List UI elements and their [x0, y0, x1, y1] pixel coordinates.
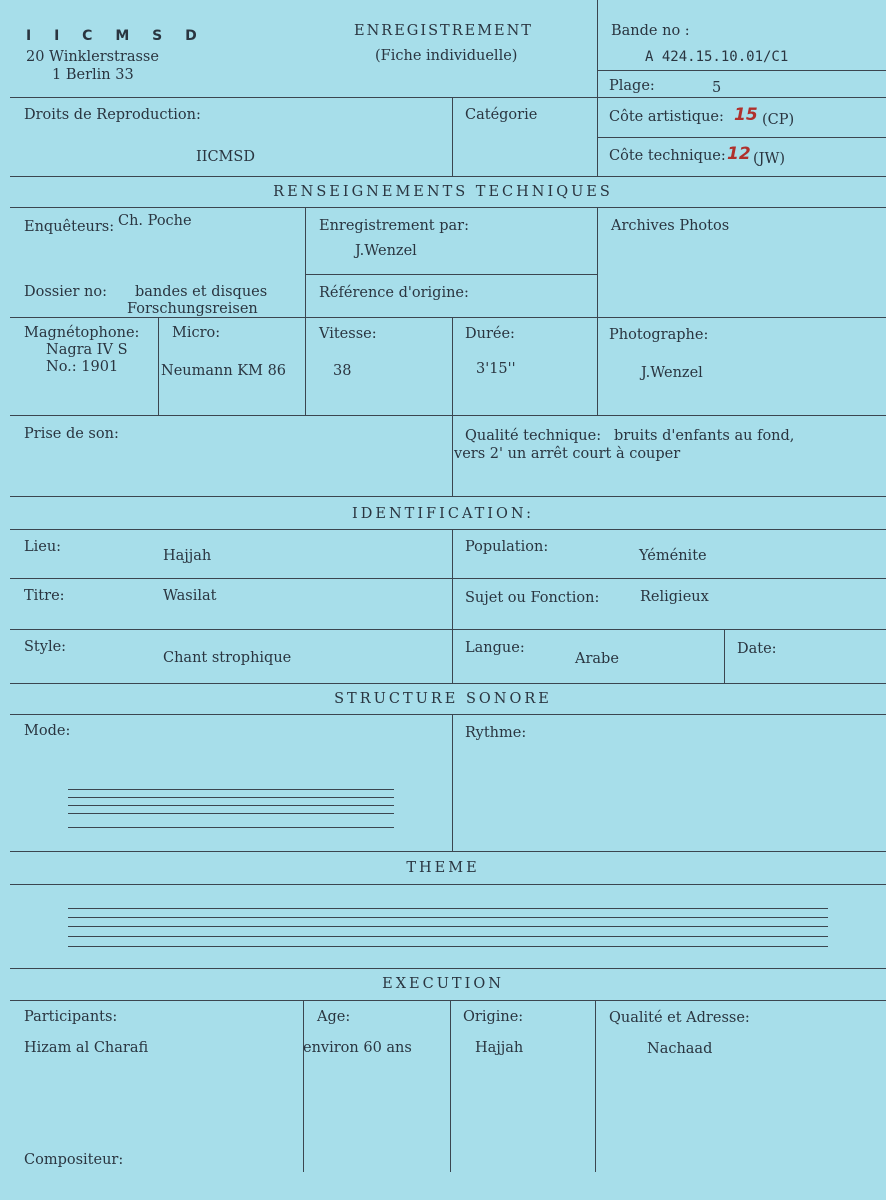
grid-line — [452, 529, 453, 683]
grid-line — [452, 97, 453, 176]
grid-line — [10, 578, 886, 579]
micro-value: Neumann KM 86 — [161, 363, 287, 379]
micro-label: Micro: — [172, 325, 221, 341]
style-value: Chant strophique — [163, 650, 292, 666]
grid-line — [597, 207, 598, 415]
cote-technique-suffix: (JW) — [753, 151, 786, 167]
droits-label: Droits de Reproduction: — [24, 107, 201, 123]
categorie-label: Catégorie — [465, 107, 538, 123]
form-title: ENREGISTREMENT — [354, 23, 533, 39]
org-logo: I I C M S D — [26, 28, 206, 44]
grid-line — [158, 317, 159, 415]
age-value: environ 60 ans — [303, 1040, 412, 1056]
dossier-label: Dossier no: — [24, 284, 107, 300]
plage-value: 5 — [712, 80, 722, 96]
section-title-identification: IDENTIFICATION: — [352, 506, 534, 522]
origine-value: Hajjah — [475, 1040, 524, 1056]
section-title-structure: STRUCTURE SONORE — [334, 691, 552, 707]
mode-label: Mode: — [24, 723, 71, 739]
vitesse-label: Vitesse: — [319, 326, 377, 342]
address-line-1: 20 Winklerstrasse — [26, 49, 159, 65]
ruled-line — [68, 797, 394, 798]
grid-line — [10, 968, 886, 969]
grid-line — [10, 1000, 886, 1001]
ruled-line — [68, 827, 394, 828]
grid-line — [450, 1000, 451, 1172]
grid-line — [10, 207, 886, 208]
titre-value: Wasilat — [163, 588, 217, 604]
grid-line — [10, 496, 886, 497]
qualite-adresse-label: Qualité et Adresse: — [609, 1010, 750, 1026]
cote-technique-label: Côte technique: — [609, 148, 726, 164]
duree-label: Durée: — [465, 326, 515, 342]
enqueteurs-label: Enquêteurs: — [24, 219, 115, 235]
magnetophone-number: No.: 1901 — [46, 359, 119, 375]
date-label: Date: — [737, 641, 777, 657]
langue-value: Arabe — [575, 651, 619, 667]
rythme-label: Rythme: — [465, 725, 527, 741]
duree-value: 3'15'' — [476, 361, 516, 377]
age-label: Age: — [317, 1009, 351, 1025]
qualite-adresse-value: Nachaad — [647, 1041, 713, 1057]
ruled-line — [68, 805, 394, 806]
style-label: Style: — [24, 639, 67, 655]
grid-line — [10, 529, 886, 530]
photographe-label: Photographe: — [609, 327, 709, 343]
grid-line — [595, 1000, 596, 1172]
sujet-value: Religieux — [640, 589, 709, 605]
population-label: Population: — [465, 539, 549, 555]
grid-line — [10, 97, 886, 98]
participants-label: Participants: — [24, 1009, 118, 1025]
titre-label: Titre: — [24, 588, 65, 604]
qualite-technique-value-1: bruits d'enfants au fond, — [614, 428, 795, 444]
plage-label: Plage: — [609, 78, 655, 94]
lieu-value: Hajjah — [163, 548, 212, 564]
bande-label: Bande no : — [611, 23, 690, 39]
cote-technique-value: 12 — [727, 144, 751, 164]
vitesse-value: 38 — [333, 363, 352, 379]
prise-de-son-label: Prise de son: — [24, 426, 119, 442]
grid-line — [597, 70, 886, 71]
section-title-theme: THEME — [406, 860, 480, 876]
dossier-value-2: Forschungsreisen — [127, 301, 258, 317]
ruled-line — [68, 936, 828, 937]
origine-label: Origine: — [463, 1009, 524, 1025]
bande-value: A 424.15.10.01/C1 — [645, 49, 789, 65]
lieu-label: Lieu: — [24, 539, 62, 555]
magnetophone-label: Magnétophone: — [24, 325, 140, 341]
magnetophone-model: Nagra IV S — [46, 342, 128, 358]
cote-artistique-label: Côte artistique: — [609, 109, 724, 125]
grid-line — [452, 714, 453, 851]
participants-value: Hizam al Charafi — [24, 1040, 149, 1056]
archives-photos-label: Archives Photos — [611, 218, 730, 234]
grid-line — [10, 629, 886, 630]
langue-label: Langue: — [465, 640, 525, 656]
grid-line — [452, 317, 453, 415]
grid-line — [724, 629, 725, 683]
ruled-line — [68, 946, 828, 947]
grid-line — [10, 714, 886, 715]
grid-line — [10, 415, 886, 416]
population-value: Yéménite — [639, 548, 707, 564]
ruled-line — [68, 789, 394, 790]
cote-artistique-value: 15 — [734, 105, 758, 125]
grid-line — [303, 1000, 304, 1172]
compositeur-label: Compositeur: — [24, 1152, 124, 1168]
grid-line — [305, 274, 597, 275]
grid-line — [10, 176, 886, 177]
section-title-technique: RENSEIGNEMENTS TECHNIQUES — [273, 184, 613, 200]
ruled-line — [68, 926, 828, 927]
enregistrement-par-label: Enregistrement par: — [319, 218, 469, 234]
dossier-value-1: bandes et disques — [135, 284, 268, 300]
ruled-line — [68, 917, 828, 918]
ruled-line — [68, 813, 394, 814]
grid-line — [305, 207, 306, 415]
ruled-line — [68, 908, 828, 909]
grid-line — [10, 851, 886, 852]
reference-origine-label: Référence d'origine: — [319, 285, 469, 301]
grid-line — [10, 884, 886, 885]
cote-artistique-suffix: (CP) — [762, 112, 795, 128]
enregistrement-par-value: J.Wenzel — [355, 243, 417, 259]
section-title-execution: EXECUTION — [382, 976, 504, 992]
address-line-2: 1 Berlin 33 — [52, 67, 134, 83]
droits-value: IICMSD — [196, 149, 255, 165]
grid-line — [597, 137, 886, 138]
grid-line — [10, 683, 886, 684]
grid-line — [597, 0, 598, 97]
grid-line — [452, 415, 453, 496]
qualite-technique-label: Qualité technique: — [465, 428, 602, 444]
form-subtitle: (Fiche individuelle) — [375, 48, 518, 64]
qualite-technique-value-2: vers 2' un arrêt court à couper — [454, 446, 681, 462]
photographe-value: J.Wenzel — [641, 365, 703, 381]
sujet-label: Sujet ou Fonction: — [465, 590, 600, 606]
enqueteurs-value: Ch. Poche — [118, 213, 192, 229]
